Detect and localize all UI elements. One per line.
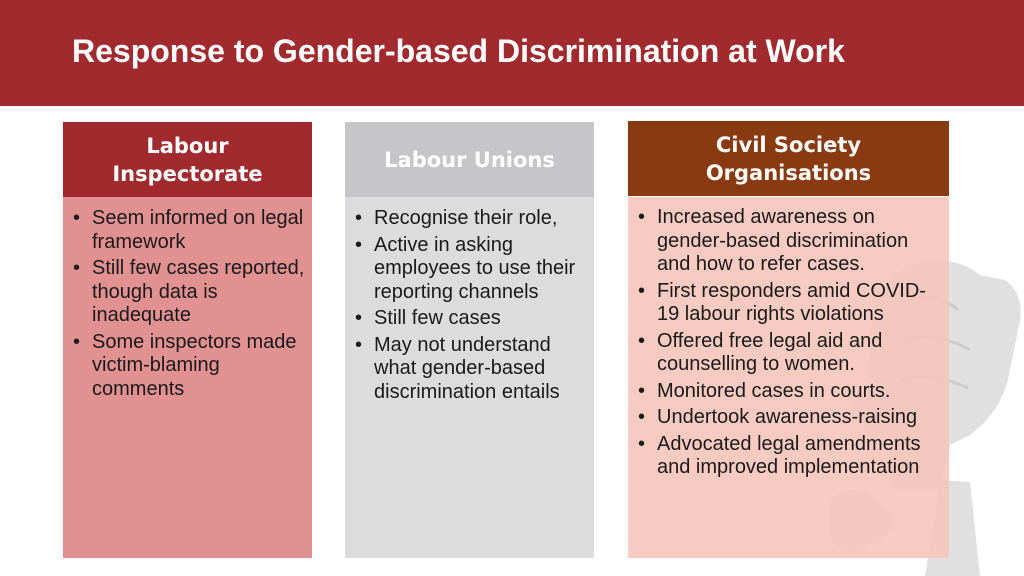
column-header-line: Labour Unions bbox=[384, 147, 555, 172]
column-body bbox=[628, 197, 949, 558]
list-item: • Increased awareness on gender-based discrimination and how to refer cases. bbox=[638, 206, 947, 277]
column-header-line: Civil Society bbox=[715, 132, 862, 157]
list-item: • Seem informed on legal framework bbox=[73, 207, 309, 254]
column-header-line: Inspectorate bbox=[112, 161, 263, 186]
column-labour-unions bbox=[345, 122, 594, 558]
bullet-list bbox=[355, 207, 591, 407]
column-civil-society bbox=[628, 122, 949, 558]
list-item: • May not understand what gender-based discrimination entails bbox=[355, 334, 591, 405]
list-item: • Still few cases reported, though data is inadequate bbox=[73, 257, 309, 328]
column-header-line: Labour bbox=[146, 133, 229, 158]
list-item: • Recognise their role, bbox=[355, 207, 591, 231]
bullet-list bbox=[638, 206, 947, 483]
list-item: • Advocated legal amendments and improved implementation bbox=[638, 433, 947, 480]
bullet-list bbox=[73, 207, 309, 404]
list-item: • Still few cases bbox=[355, 307, 591, 331]
column-header-line: Organisations bbox=[705, 160, 872, 185]
column-header bbox=[628, 121, 949, 196]
title-bar bbox=[0, 0, 1024, 106]
list-item: • Active in asking employees to use their reporting channels bbox=[355, 234, 591, 305]
column-header bbox=[63, 122, 312, 197]
column-header bbox=[345, 122, 594, 197]
list-item: • Some inspectors made victim-blaming comments bbox=[73, 331, 309, 402]
slide-title: Response to Gender-based Discrimination at Work bbox=[72, 33, 845, 69]
list-item: • Offered free legal aid and counselling to women. bbox=[638, 330, 947, 377]
list-item: • Monitored cases in courts. bbox=[638, 380, 947, 404]
column-body bbox=[63, 197, 312, 558]
column-body bbox=[345, 197, 594, 558]
column-labour-inspectorate bbox=[63, 122, 312, 558]
list-item: • First responders amid COVID-19 labour rights violations bbox=[638, 280, 947, 327]
list-item: • Undertook awareness-raising bbox=[638, 406, 947, 430]
